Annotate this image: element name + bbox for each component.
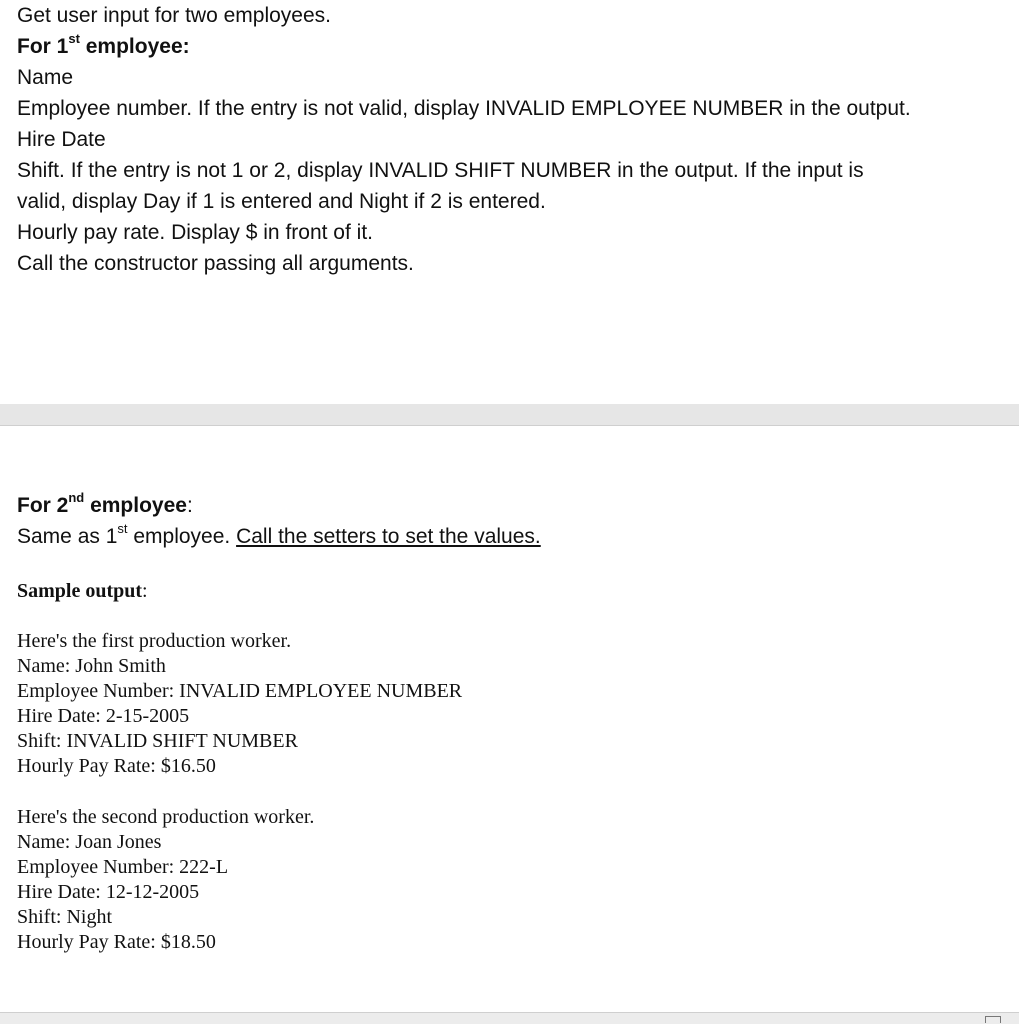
intro-text: Get user input for two employees.	[17, 4, 331, 27]
worker2-line: Hourly Pay Rate: $18.50	[17, 931, 216, 953]
worker2-line: Employee Number: 222-L	[17, 856, 229, 878]
field-hire-date-text: Hire Date	[17, 128, 106, 151]
worker1-line: Here's the first production worker.	[17, 630, 292, 652]
page-footer-gap	[0, 1012, 1019, 1024]
worker1-line: Name: John Smith	[17, 655, 166, 677]
setters-link-text: Call the setters to set the values.	[236, 525, 541, 548]
worker2-line: Shift: Night	[17, 906, 113, 928]
field-pay-rate-text: Hourly pay rate. Display $ in front of it.	[17, 221, 373, 244]
second-employee-instruction: Same as 1st employee. Call the setters to set the values.	[17, 521, 541, 548]
field-employee-number-text: Employee number. If the entry is not valid, display INVALID EMPLOYEE NUMBER in the output.	[17, 97, 911, 120]
worker1-line: Hourly Pay Rate: $16.50	[17, 755, 216, 777]
worker1-line: Shift: INVALID SHIFT NUMBER	[17, 730, 298, 752]
field-shift-text-continued: valid, display Day if 1 is entered and Night if 2 is entered.	[17, 190, 546, 213]
page-break-gap	[0, 404, 1019, 426]
worker2-line: Here's the second production worker.	[17, 806, 315, 828]
constructor-instruction-text: Call the constructor passing all arguments.	[17, 252, 414, 275]
sample-output-heading: Sample output:	[17, 580, 148, 602]
field-name-text: Name	[17, 66, 74, 89]
second-employee-heading: For 2nd employee:	[17, 490, 193, 517]
worker1-line: Employee Number: INVALID EMPLOYEE NUMBER	[17, 680, 463, 702]
first-employee-heading: For 1st employee:	[17, 31, 190, 58]
worker1-line: Hire Date: 2-15-2005	[17, 705, 190, 727]
field-shift-text: Shift. If the entry is not 1 or 2, display INVALID SHIFT NUMBER in the output. If the input is	[17, 159, 864, 182]
worker2-line: Hire Date: 12-12-2005	[17, 881, 200, 903]
worker2-line: Name: Joan Jones	[17, 831, 162, 853]
page-corner-icon	[985, 1016, 1001, 1023]
